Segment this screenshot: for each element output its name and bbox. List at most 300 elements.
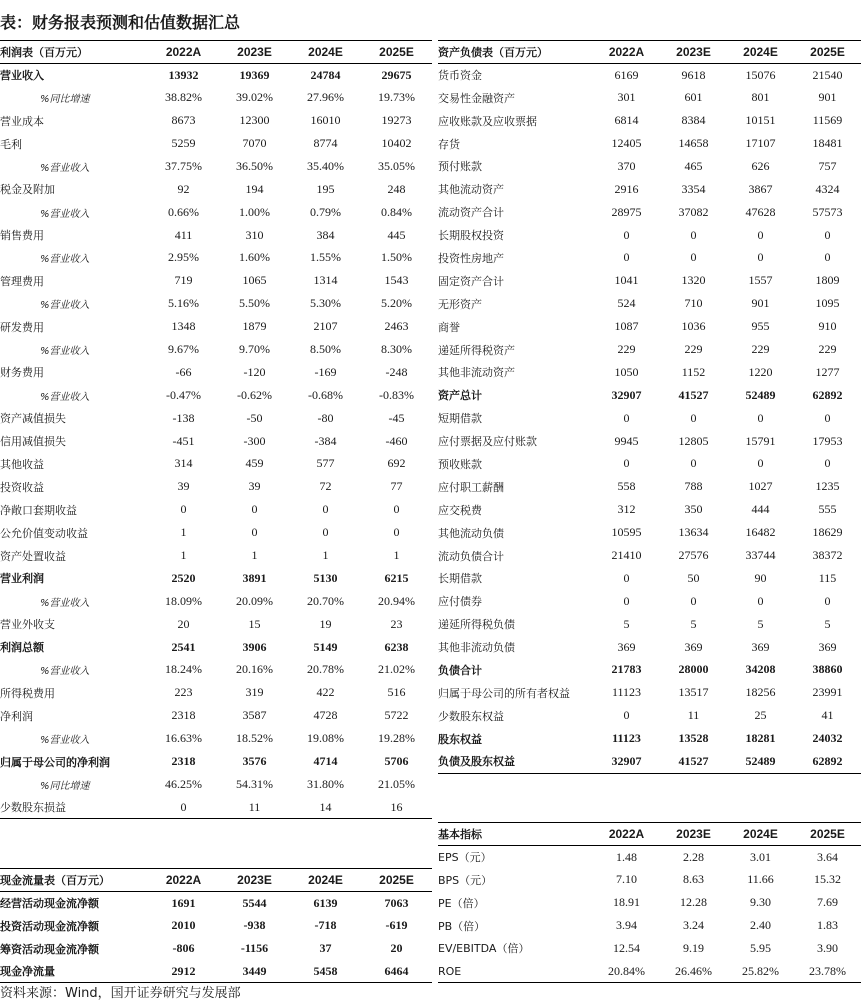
cell-value: 12405	[611, 136, 642, 150]
cell-value: 5722	[384, 708, 409, 723]
row-label: 其他非流动负债	[438, 641, 515, 655]
cell-value: 25.82%	[742, 963, 779, 978]
row-label: 税金及附加	[0, 183, 55, 197]
cell-value: 8384	[681, 113, 706, 128]
table-row	[438, 109, 861, 132]
cell-value: 229	[684, 342, 703, 357]
cell-value: 1	[180, 548, 187, 563]
row-label: 应交税费	[438, 503, 482, 517]
cell-value: 27576	[678, 548, 709, 563]
table-row	[438, 201, 861, 224]
table-row	[438, 430, 861, 453]
table-row	[438, 521, 861, 544]
table-row	[0, 315, 432, 338]
cell-value: 1.50%	[381, 250, 412, 265]
table-row	[438, 269, 861, 292]
cell-value: 0	[757, 456, 764, 471]
row-label: 递延所得税资产	[438, 343, 515, 357]
cell-value: 194	[245, 181, 264, 196]
cell-value: 16010	[310, 113, 341, 128]
row-label: 资产处置收益	[0, 549, 66, 563]
row-label: 投资收益	[0, 480, 44, 494]
cell-value: 0.84%	[381, 204, 412, 219]
cell-value: 901	[751, 296, 770, 311]
cell-value: 9.70%	[239, 342, 270, 357]
cell-value: 1691	[171, 895, 196, 910]
header-row	[0, 41, 432, 64]
year-header: 2024E	[308, 44, 343, 59]
cell-value: 7.69	[817, 895, 838, 910]
table-row	[438, 361, 861, 384]
header-row	[0, 869, 432, 892]
table-row	[438, 453, 861, 476]
cell-value: 6139	[313, 895, 338, 910]
cell-value: 38.82%	[165, 90, 202, 105]
table-header-label: 基本指标	[438, 827, 482, 841]
cell-value: 12.54	[613, 940, 640, 955]
row-label: %营业收入	[40, 254, 90, 266]
cell-value: -806	[172, 941, 195, 956]
cell-value: 1543	[384, 273, 409, 288]
cell-value: 0	[690, 410, 697, 425]
cell-value: 11	[687, 708, 700, 723]
cell-value: 8.63	[683, 872, 704, 887]
cell-value: 0	[824, 593, 831, 608]
cell-value: 19273	[381, 113, 412, 128]
table-row	[438, 704, 861, 727]
row-label: 股东权益	[438, 732, 482, 746]
cell-value: -0.47%	[166, 387, 201, 402]
cell-value: 37.75%	[165, 158, 202, 173]
cell-value: 16482	[745, 525, 776, 540]
cell-value: 21540	[812, 67, 843, 82]
cell-value: 5	[757, 616, 764, 631]
cell-value: 3867	[748, 181, 773, 196]
cell-value: 13528	[678, 731, 709, 746]
cell-value: 20.16%	[236, 662, 273, 677]
cell-value: 15.32	[814, 872, 841, 887]
cell-value: 5259	[171, 136, 196, 150]
cell-value: 2541	[171, 639, 196, 654]
table-row	[438, 155, 861, 178]
cell-value: 28975	[611, 204, 642, 219]
row-label: PB（倍）	[438, 919, 486, 933]
cell-value: 14	[319, 799, 332, 814]
table-row	[0, 132, 432, 155]
cell-value: 5130	[313, 570, 338, 585]
table-row	[438, 613, 861, 636]
cell-value: 18.24%	[165, 662, 202, 677]
row-label: ROE	[438, 964, 462, 978]
cell-value: 2318	[171, 708, 196, 723]
cell-value: 0.79%	[310, 204, 341, 219]
cell-value: 901	[818, 90, 837, 105]
table-row	[0, 773, 432, 796]
table-row	[0, 498, 432, 521]
cell-value: 0	[757, 227, 764, 242]
cell-value: 27.96%	[307, 90, 344, 105]
table-row	[0, 937, 432, 960]
cell-value: 29675	[381, 67, 412, 82]
cell-value: 5706	[384, 754, 409, 769]
cell-value: 3906	[242, 639, 267, 654]
cell-value: 31.80%	[307, 776, 344, 791]
cell-value: 1050	[614, 364, 639, 379]
cell-value: 92	[177, 181, 190, 196]
cash-flow-table	[0, 868, 432, 983]
cell-value: 20.78%	[307, 662, 344, 677]
cell-value: 2010	[171, 918, 196, 933]
cell-value: 7.10	[616, 872, 637, 887]
table-header-label: 利润表（百万元）	[0, 45, 88, 59]
row-label: 少数股东损益	[0, 801, 66, 815]
row-label: BPS（元）	[438, 873, 493, 887]
table-row	[0, 178, 432, 201]
cell-value: 692	[387, 456, 406, 471]
cell-value: 411	[174, 227, 193, 242]
cell-value: 2463	[384, 319, 409, 334]
cell-value: -0.83%	[379, 387, 414, 402]
table-row	[0, 750, 432, 773]
cell-value: 10595	[611, 525, 642, 540]
table-row	[438, 132, 861, 155]
cell-value: 369	[751, 639, 770, 654]
cell-value: 195	[316, 181, 335, 196]
table-row	[438, 544, 861, 567]
cell-value: 77	[390, 479, 403, 494]
cell-value: 0	[757, 410, 764, 425]
row-label: %营业收入	[40, 391, 90, 403]
cell-value: 23	[390, 616, 403, 631]
cell-value: 15	[248, 616, 261, 631]
cell-value: 3449	[242, 963, 267, 978]
cell-value: 3.64	[817, 849, 838, 864]
table-row	[438, 845, 861, 868]
cell-value: 57573	[812, 204, 843, 219]
year-header: 2023E	[237, 872, 272, 887]
table-row	[438, 247, 861, 270]
cell-value: 25	[754, 708, 767, 723]
table-row	[438, 292, 861, 315]
row-label: 货币资金	[438, 69, 482, 83]
cell-value: 20	[390, 941, 403, 956]
cell-value: 2.95%	[168, 250, 199, 265]
cell-value: 37082	[678, 204, 709, 219]
cell-value: 5.20%	[381, 296, 412, 311]
cell-value: 35.05%	[378, 158, 415, 173]
cell-value: 465	[684, 158, 703, 173]
cell-value: 312	[617, 502, 636, 517]
cell-value: 13634	[678, 525, 709, 540]
row-label: 研发费用	[0, 320, 44, 334]
cell-value: 18.52%	[236, 731, 273, 746]
cell-value: 5.95	[750, 940, 771, 955]
row-label: 毛利	[0, 137, 22, 151]
cell-value: 3354	[681, 181, 706, 196]
row-label: %同比增速	[40, 780, 90, 792]
cell-value: 9.30	[750, 895, 771, 910]
year-header: 2024E	[308, 872, 343, 887]
table-row	[438, 498, 861, 521]
cell-value: -50	[246, 410, 263, 425]
table-row	[438, 224, 861, 247]
cell-value: 1	[322, 548, 329, 563]
cell-value: 910	[818, 319, 837, 334]
year-header: 2024E	[743, 826, 778, 841]
year-header: 2023E	[237, 44, 272, 59]
cell-value: 5	[824, 616, 831, 631]
cell-value: 1027	[748, 479, 773, 494]
row-label: 应收账款及应收票据	[438, 114, 537, 128]
cell-value: 0	[393, 525, 400, 540]
year-header: 2022A	[165, 44, 202, 59]
cell-value: 5	[623, 616, 630, 631]
row-label: 其他收益	[0, 457, 44, 471]
cell-value: 35.40%	[307, 158, 344, 173]
cell-value: 28000	[678, 662, 709, 677]
row-label: 公允价值变动收益	[0, 526, 88, 540]
row-label: %营业收入	[40, 597, 90, 609]
cell-value: 19.08%	[307, 731, 344, 746]
cell-value: 14658	[678, 136, 709, 150]
cell-value: 350	[684, 502, 703, 517]
cell-value: 555	[818, 502, 837, 517]
cell-value: 33744	[745, 548, 776, 563]
cell-value: 524	[617, 296, 636, 311]
table-row	[438, 681, 861, 704]
row-label: 营业利润	[0, 572, 44, 586]
row-label: 交易性金融资产	[438, 91, 515, 105]
row-label: 投资活动现金流净额	[0, 919, 99, 933]
table-row	[0, 704, 432, 727]
year-header: 2022A	[165, 872, 202, 887]
cell-value: 0	[322, 525, 329, 540]
row-label: 营业收入	[0, 69, 44, 83]
cell-value: 11123	[611, 685, 642, 700]
cell-value: 90	[754, 570, 767, 585]
cell-value: 1.83	[817, 918, 838, 932]
cell-value: -451	[172, 433, 195, 448]
row-label: 经营活动现金流净额	[0, 897, 99, 911]
row-label: %营业收入	[40, 666, 90, 678]
cell-value: 0	[393, 502, 400, 517]
cell-value: 1.00%	[239, 204, 270, 219]
cell-value: 52489	[745, 387, 776, 402]
cell-value: 10402	[381, 136, 412, 150]
cell-value: 1348	[171, 319, 196, 334]
table-row	[0, 109, 432, 132]
cell-value: 5149	[313, 639, 338, 654]
table-row	[438, 567, 861, 590]
cell-value: 8.50%	[310, 342, 341, 357]
cell-value: 39.02%	[236, 90, 273, 105]
cell-value: 955	[751, 319, 770, 334]
table-row	[0, 269, 432, 292]
row-label: 流动负债合计	[438, 549, 504, 563]
row-label: EV/EBITDA（倍）	[438, 942, 530, 956]
row-label: 应付债券	[438, 595, 482, 609]
cell-value: 11569	[812, 113, 843, 128]
cell-value: 1809	[815, 273, 840, 288]
cell-value: -0.62%	[237, 387, 272, 402]
cell-value: 12805	[678, 433, 709, 448]
cell-value: -1156	[240, 941, 269, 956]
cell-value: 15076	[745, 67, 776, 82]
cell-value: 384	[316, 227, 335, 242]
cell-value: 6238	[384, 639, 409, 654]
cell-value: 223	[174, 685, 193, 700]
cell-value: 2520	[171, 570, 196, 585]
row-label: 资产减值损失	[0, 412, 66, 426]
row-label: %营业收入	[40, 162, 90, 174]
row-label: 归属于母公司的所有者权益	[438, 686, 570, 700]
table-row	[0, 155, 432, 178]
cell-value: 62892	[812, 753, 843, 768]
table-row	[0, 63, 432, 86]
cell-value: 19	[319, 616, 332, 631]
cell-value: 38860	[812, 662, 843, 677]
cell-value: 50	[687, 570, 700, 585]
cell-value: 1557	[748, 273, 773, 288]
year-header: 2025E	[379, 872, 414, 887]
table-row	[0, 960, 432, 983]
cell-value: 23.78%	[809, 963, 846, 978]
cell-value: 32907	[611, 387, 642, 402]
row-label: 其他流动资产	[438, 183, 504, 197]
cell-value: 1320	[681, 273, 706, 288]
cell-value: 37	[319, 941, 332, 956]
cell-value: -45	[388, 410, 405, 425]
cell-value: 445	[387, 227, 406, 242]
cell-value: 0	[690, 593, 697, 608]
table-row	[438, 868, 861, 891]
cell-value: -66	[175, 364, 192, 379]
table-row	[438, 636, 861, 659]
row-label: 归属于母公司的净利润	[0, 755, 110, 769]
row-label: 净利润	[0, 709, 33, 723]
cell-value: 16	[390, 799, 403, 814]
cell-value: 62892	[812, 387, 843, 402]
cell-value: 0.66%	[168, 204, 199, 219]
cell-value: 21410	[611, 548, 642, 563]
row-label: 净敞口套期收益	[0, 503, 77, 517]
cell-value: 17107	[745, 136, 776, 150]
cell-value: 1235	[815, 479, 840, 494]
cell-value: 9.67%	[168, 342, 199, 357]
cell-value: 17953	[812, 433, 843, 448]
cell-value: 369	[818, 639, 837, 654]
cell-value: 72	[319, 479, 332, 494]
row-label: 投资性房地产	[438, 251, 504, 265]
cell-value: 12300	[239, 113, 270, 128]
cell-value: 0	[322, 502, 329, 517]
cell-value: 5	[690, 616, 697, 631]
cell-value: 601	[684, 90, 703, 105]
table-row	[438, 590, 861, 613]
cell-value: 369	[617, 639, 636, 654]
cell-value: 18256	[745, 685, 776, 700]
cell-value: -718	[314, 918, 337, 933]
row-label: 短期借款	[438, 412, 482, 426]
cell-value: 41527	[678, 753, 709, 768]
cell-value: 9618	[681, 67, 706, 82]
row-label: 存货	[438, 137, 460, 151]
cell-value: 19.73%	[378, 90, 415, 105]
cell-value: 21.05%	[378, 776, 415, 791]
row-label: 递延所得税负债	[438, 618, 515, 632]
cell-value: 1152	[681, 364, 706, 379]
table-row	[0, 727, 432, 750]
year-header: 2025E	[379, 44, 414, 59]
cell-value: 0	[623, 593, 630, 608]
cell-value: 3576	[242, 754, 267, 769]
table-row	[0, 914, 432, 937]
cell-value: 1041	[614, 273, 639, 288]
row-label: PE（倍）	[438, 896, 485, 910]
cell-value: 0	[690, 250, 697, 265]
table-row	[438, 63, 861, 86]
table-row	[438, 891, 861, 914]
row-label: 利润总额	[0, 641, 44, 655]
cell-value: 8673	[171, 113, 196, 128]
row-label: 其他非流动资产	[438, 366, 515, 380]
table-row	[0, 292, 432, 315]
cell-value: -384	[314, 433, 337, 448]
row-label: %同比增速	[40, 94, 90, 106]
cell-value: 6215	[384, 570, 409, 585]
cell-value: 32907	[611, 753, 642, 768]
cell-value: 2107	[313, 319, 338, 334]
cell-value: -938	[243, 918, 266, 933]
cell-value: 52489	[745, 753, 776, 768]
page-title: 表：财务报表预测和估值数据汇总	[0, 13, 241, 32]
cell-value: -120	[243, 364, 266, 379]
cell-value: 7063	[384, 895, 409, 910]
row-label: 少数股东权益	[438, 709, 504, 723]
cell-value: 801	[751, 90, 770, 105]
row-label: %营业收入	[40, 300, 90, 312]
cell-value: 229	[751, 342, 770, 357]
table-row	[0, 681, 432, 704]
cell-value: 310	[245, 227, 264, 242]
table-row	[0, 544, 432, 567]
cell-value: 6169	[614, 67, 639, 82]
table-row	[0, 796, 432, 819]
cell-value: 2.28	[683, 849, 704, 864]
cell-value: 20.84%	[608, 963, 645, 978]
year-header: 2023E	[676, 44, 711, 59]
cell-value: 3.24	[683, 918, 704, 932]
row-label: 管理费用	[0, 274, 44, 288]
table-row	[438, 937, 861, 960]
cell-value: 11	[248, 799, 261, 814]
cell-value: 7070	[242, 136, 267, 150]
cell-value: 5458	[313, 963, 338, 978]
cell-value: 0	[757, 593, 764, 608]
cell-value: 0	[623, 708, 630, 723]
row-label: 所得税费用	[0, 686, 55, 700]
cell-value: 20.09%	[236, 593, 273, 608]
table-row	[0, 659, 432, 682]
cell-value: 11123	[612, 731, 641, 746]
cell-value: 47628	[745, 204, 776, 219]
year-header: 2024E	[743, 44, 778, 59]
row-label: 资产总计	[438, 389, 482, 403]
cell-value: 1065	[242, 273, 267, 288]
table-row	[0, 224, 432, 247]
cell-value: 5.16%	[168, 296, 199, 311]
cell-value: 788	[684, 479, 703, 494]
